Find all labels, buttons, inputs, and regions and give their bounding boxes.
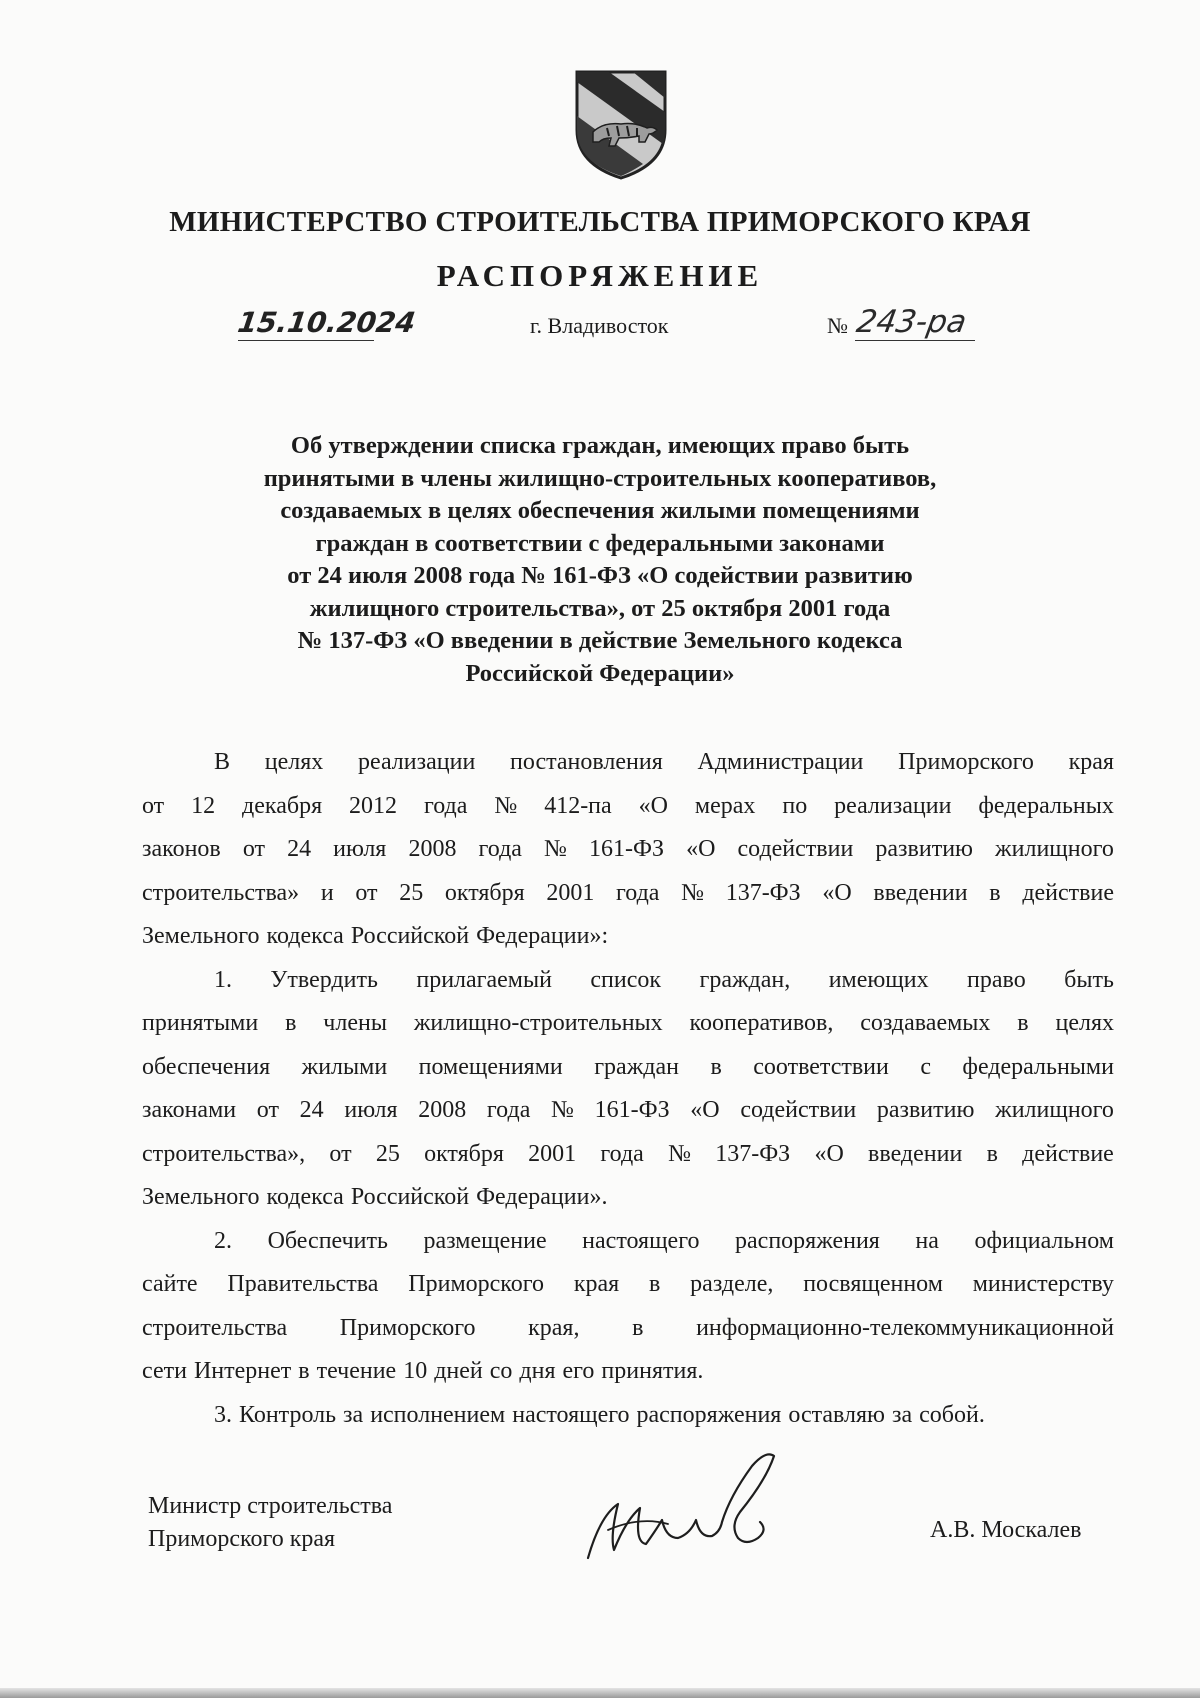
preamble-line [142, 872, 1114, 916]
word: 2. [214, 1227, 232, 1254]
word: года [486, 1097, 531, 1123]
item-3-line [142, 1394, 1114, 1438]
word: В [214, 749, 231, 775]
word: Обеспечить [267, 1227, 388, 1254]
word: от [256, 1097, 279, 1123]
word: и [320, 879, 334, 906]
word: Интернет [193, 1358, 292, 1384]
scan-edge [0, 1688, 1200, 1698]
word: в [1017, 1010, 1029, 1036]
word: «О [814, 1140, 844, 1167]
word: № [681, 879, 705, 906]
word: Правительства [227, 1271, 379, 1297]
word: Контроль [239, 1401, 337, 1428]
preamble-line [142, 741, 1114, 785]
word: граждан [594, 1053, 679, 1080]
word: от [329, 1140, 352, 1167]
word: его [562, 1358, 595, 1384]
item-1-line [142, 1133, 1114, 1177]
word: течение [316, 1358, 397, 1384]
word: введении [868, 1140, 963, 1167]
word: принятия. [601, 1358, 704, 1384]
signer-position-line: Министр строительства [148, 1493, 393, 1519]
word: кодекса [266, 923, 344, 949]
word: содействии [740, 1097, 857, 1123]
word: жилыми [301, 1053, 388, 1080]
word: с [920, 1053, 931, 1080]
word: сайте [142, 1271, 198, 1297]
word: дней [434, 1358, 483, 1384]
item-1-line [142, 1089, 1114, 1133]
word: распоряжения [735, 1227, 880, 1254]
word: развитию [876, 1097, 975, 1123]
word: собой. [919, 1401, 985, 1428]
word: обеспечения [142, 1053, 271, 1080]
word: соответствии [753, 1053, 889, 1080]
word: размещение [423, 1227, 547, 1254]
word: законами [142, 1097, 237, 1123]
word: кодекса [266, 1184, 344, 1210]
subject-line: от 24 июля 2008 года № 161-ФЗ «О содействии развитию [287, 562, 913, 589]
word: Земельного [142, 1184, 260, 1210]
word: июля [344, 1097, 398, 1123]
word: строительства» [142, 879, 300, 906]
word: федеральными [962, 1053, 1114, 1080]
word: 3. [214, 1401, 232, 1428]
item-2-line [142, 1350, 1114, 1394]
word: законов [142, 836, 221, 862]
word: жилищно-строительных [413, 1010, 663, 1036]
word: право [967, 966, 1026, 993]
word: № [551, 1097, 574, 1123]
word: настоящего [512, 1401, 630, 1428]
word: содействии [737, 836, 854, 862]
word: министерству [972, 1271, 1114, 1297]
word: в [649, 1271, 661, 1297]
word: декабря [242, 792, 323, 819]
word: «О [822, 879, 852, 906]
word: Приморского [408, 1271, 544, 1297]
word: края [1068, 749, 1114, 775]
word: настоящего [582, 1227, 700, 1254]
word: Администрации [697, 749, 864, 775]
word: информационно-телекоммуникационной [696, 1314, 1114, 1341]
word: принятыми [142, 1010, 259, 1036]
word: список [590, 966, 662, 993]
word: распоряжения [636, 1401, 782, 1428]
document-body [142, 741, 1114, 1437]
word: 25 [375, 1140, 400, 1167]
word: года [478, 836, 522, 862]
item-2-line [142, 1307, 1114, 1351]
word: строительства», [142, 1140, 306, 1167]
word: сети [142, 1358, 187, 1384]
word: Российской [350, 923, 470, 949]
word: создаваемых [860, 1010, 991, 1036]
word: октября [424, 1140, 504, 1167]
word: граждан, [699, 966, 791, 993]
word: октября [444, 879, 525, 906]
word: в [298, 1358, 310, 1384]
word: помещениями [418, 1053, 563, 1080]
subject-line: создаваемых в целях обеспечения жилыми помещениями [280, 497, 920, 524]
word: со [489, 1358, 513, 1384]
item-2-line [142, 1263, 1114, 1307]
document-number [827, 304, 1007, 364]
word: целях [264, 749, 324, 775]
date-underline [238, 340, 374, 341]
word: разделе, [690, 1271, 774, 1297]
word: года [423, 792, 468, 819]
handwritten-signature [570, 1446, 800, 1566]
word: в [632, 1314, 644, 1341]
word: в [989, 879, 1001, 906]
word: от [142, 792, 165, 819]
word: 24 [299, 1097, 324, 1123]
word: быть [1064, 966, 1114, 993]
word: 2008 [408, 836, 457, 862]
signer-position [148, 1490, 392, 1556]
subject-line: граждан в соответствии с федеральными законами [315, 529, 885, 557]
word: 2001 [528, 1140, 577, 1167]
word: мерах [694, 792, 756, 819]
word: 412-па [544, 792, 612, 819]
word: 161-ФЗ [594, 1097, 670, 1123]
word: «О [686, 836, 716, 862]
handwritten-date: 15.10.2024 [235, 306, 418, 339]
word: № [494, 792, 518, 819]
word: Приморского [339, 1314, 476, 1341]
word: в [710, 1053, 722, 1080]
word: от [242, 836, 265, 862]
word: края [573, 1271, 620, 1297]
word: края, [528, 1314, 580, 1341]
word: постановления [510, 749, 663, 775]
word: года [600, 1140, 644, 1167]
document-type-title: РАСПОРЯЖЕНИЕ [436, 258, 764, 293]
word: целях [1055, 1010, 1114, 1036]
preamble-line [142, 828, 1114, 872]
word: 137-ФЗ [715, 1140, 791, 1167]
ministry-title: МИНИСТЕРСТВО СТРОИТЕЛЬСТВА ПРИМОРСКОГО КРАЯ [169, 206, 1031, 238]
word: 1. [214, 966, 232, 993]
word: прилагаемый [416, 966, 552, 993]
word: 12 [191, 792, 216, 819]
subject-line: Российской Федерации» [465, 659, 735, 687]
word: «О [690, 1097, 720, 1123]
word: 137-ФЗ [725, 879, 801, 906]
word: развитию [875, 836, 973, 862]
word: реализации [834, 792, 952, 819]
word: года [616, 879, 660, 906]
preamble-line [142, 785, 1114, 829]
word: Утвердить [270, 966, 378, 993]
word: Российской [350, 1184, 470, 1210]
word: введении [873, 879, 968, 906]
word: жилищного [995, 1097, 1114, 1123]
document-subject [200, 430, 1000, 690]
word: июля [333, 836, 387, 862]
word: по [782, 792, 808, 819]
signer-name: А.В. Москалев [930, 1517, 1082, 1543]
subject-line: принятыми в члены жилищно-строительных кооперативов, [263, 464, 937, 492]
word: оставляю [788, 1401, 885, 1428]
word: 2012 [349, 792, 398, 819]
word: жилищного [995, 836, 1114, 862]
word: 161-ФЗ [589, 836, 664, 862]
word: 2001 [546, 879, 595, 906]
preamble-line [142, 915, 1114, 959]
subject-line: Об утверждении списка граждан, имеющих право быть [290, 432, 910, 459]
handwritten-number: 243-ра [853, 304, 970, 340]
word: в [986, 1140, 998, 1167]
word: члены [323, 1010, 387, 1036]
word: федеральных [978, 792, 1114, 819]
word: исполнением [370, 1401, 506, 1428]
word: 10 [403, 1358, 428, 1384]
word: реализации [358, 749, 476, 775]
number-sign: № [827, 313, 848, 338]
word: Земельного [142, 923, 260, 949]
word: кооперативов, [689, 1010, 834, 1036]
item-1-line [142, 1176, 1114, 1220]
word: 24 [287, 836, 312, 862]
word: дня [519, 1358, 556, 1384]
word: в [285, 1010, 297, 1036]
word: за [343, 1401, 364, 1428]
word: от [355, 879, 378, 906]
subject-line: № 137-ФЗ «О введении в действие Земельного кодекса [297, 627, 903, 654]
word: Приморского [898, 749, 1034, 775]
subject-line: жилищного строительства», от 25 октября 2001 года [309, 594, 891, 622]
word: действие [1022, 1140, 1114, 1167]
word: официальном [974, 1227, 1114, 1254]
coat-of-arms-icon [573, 68, 669, 180]
item-1-line [142, 1046, 1114, 1090]
word: имеющих [828, 966, 929, 993]
word: строительства [142, 1314, 288, 1341]
word: № [544, 836, 567, 862]
word: посвященном [803, 1271, 943, 1297]
word: «О [638, 792, 668, 819]
document-date [235, 306, 418, 346]
item-1-line [142, 1002, 1114, 1046]
word: Федерации»: [476, 923, 609, 949]
item-1-line [142, 959, 1114, 1003]
word: Федерации». [476, 1184, 608, 1210]
item-2-line [142, 1220, 1114, 1264]
number-underline [855, 340, 975, 341]
word: на [915, 1227, 939, 1254]
word: 25 [399, 879, 424, 906]
signer-position-line: Приморского края [148, 1526, 336, 1552]
word: за [892, 1401, 913, 1428]
word: 2008 [418, 1097, 467, 1123]
document-city: г. Владивосток [530, 313, 669, 338]
word: № [668, 1140, 691, 1167]
word: действие [1022, 879, 1114, 906]
